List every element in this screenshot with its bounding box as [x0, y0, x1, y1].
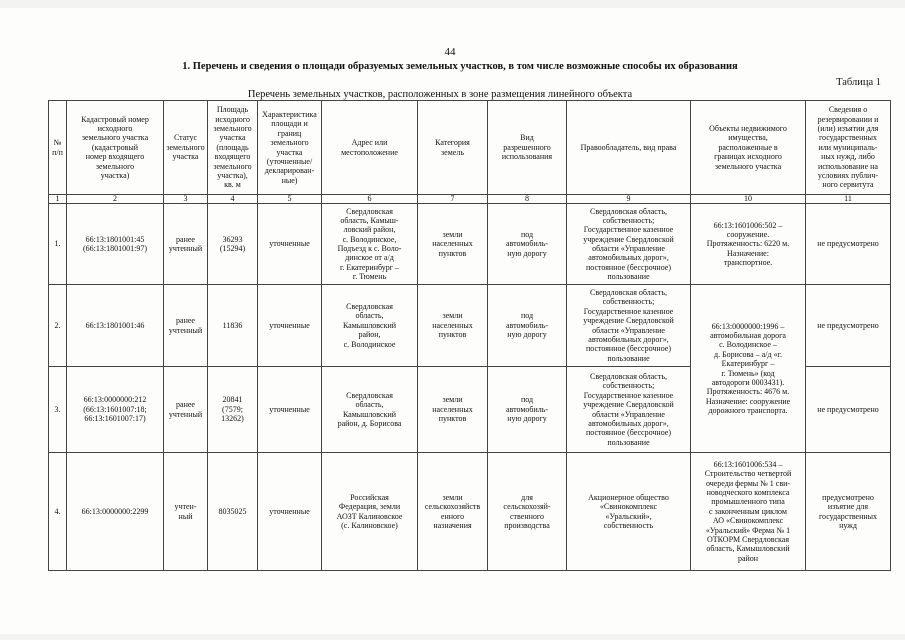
table-row	[49, 453, 891, 571]
plot-address: Российская Федерация, земли АОЗТ Калиновское (с. Калиновское)	[322, 453, 418, 571]
column-header: Сведения о резервировании и (или) изъятии для государственных или муниципаль- ных нужд, либо использование на условиях публич- ного сервитута	[806, 101, 891, 195]
real-estate-objects: 66:13:1601006:534 – Строительство четвертой очереди фермы № 1 сви- новодческого комплекса промышленного типа с законченным циклом АО «Свинокомплекс «Уральский» Ферма № 1 ОТКОРМ Свердловская область, Камышловский район	[691, 453, 806, 571]
column-number: 3	[164, 195, 208, 204]
right-holder: Свердловская область, собственность; Государственное казенное учреждение Свердловской области «Управление автомобильных дорог», постоянное (бессрочное) пользование	[567, 204, 691, 285]
table-row	[49, 285, 891, 367]
cadastral-number: 66:13:0000000:212 (66:13:1601007:18; 66:13:1601007:17)	[67, 367, 164, 453]
plot-area: 20841 (7579; 13262)	[208, 367, 258, 453]
table-label: Таблица 1	[836, 77, 881, 88]
real-estate-objects: 66:13:1601006:502 – сооружение. Протяженность: 6220 м. Назначение: транспортное.	[691, 204, 806, 285]
column-number: 1	[49, 195, 67, 204]
row-number: 3.	[49, 367, 67, 453]
column-header: Статус земельного участка	[164, 101, 208, 195]
column-header: Площадь исходного земельного участка (площадь входящего земельного участка), кв. м	[208, 101, 258, 195]
cadastral-number: 66:13:0000000:2299	[67, 453, 164, 571]
plot-status: ранее учтенный	[164, 367, 208, 453]
plot-address: Свердловская область, Камышловский район, с. Володинское	[322, 285, 418, 367]
column-number: 11	[806, 195, 891, 204]
land-category: земли населенных пунктов	[418, 204, 488, 285]
column-number: 10	[691, 195, 806, 204]
column-number-row	[49, 195, 891, 204]
column-header: Вид разрешенного использования	[488, 101, 567, 195]
plot-status: ранее учтенный	[164, 204, 208, 285]
page-number: 44	[444, 46, 456, 58]
boundary-characteristic: уточненные	[258, 204, 322, 285]
right-holder: Акционерное общество «Свинокомплекс «Уральский», собственность	[567, 453, 691, 571]
land-plots-table	[48, 100, 891, 571]
column-header: Объекты недвижимого имущества, расположенные в границах исходного земельного участка	[691, 101, 806, 195]
column-header: Категория земель	[418, 101, 488, 195]
row-number: 4.	[49, 453, 67, 571]
boundary-characteristic: уточненные	[258, 367, 322, 453]
column-header: Адрес или местоположение	[322, 101, 418, 195]
reservation-info: не предусмотрено	[806, 285, 891, 367]
right-holder: Свердловская область, собственность; Государственное казенное учреждение Свердловской области «Управление автомобильных дорог», постоянное (бессрочное) пользование	[567, 285, 691, 367]
row-number: 1.	[49, 204, 67, 285]
column-header: Правообладатель, вид права	[567, 101, 691, 195]
column-number: 6	[322, 195, 418, 204]
permitted-use: под автомобиль- ную дорогу	[488, 285, 567, 367]
plot-address: Свердловская область, Камышловский район, д. Борисова	[322, 367, 418, 453]
plot-address: Свердловская область, Камыш- ловский район, с. Володинское, Подъезд к с. Воло- динское от а/д г. Екатеринбург – г. Тюмень	[322, 204, 418, 285]
right-holder: Свердловская область, собственность; Государственное казенное учреждение Свердловской области «Управление автомобильных дорог», постоянное (бессрочное) пользование	[567, 367, 691, 453]
reservation-info: предусмотрено изъятие для государственных нужд	[806, 453, 891, 571]
boundary-characteristic: уточненные	[258, 453, 322, 571]
column-header: Характеристика площади и границ земельного участка (уточненные/ декларирован- ные)	[258, 101, 322, 195]
reservation-info: не предусмотрено	[806, 367, 891, 453]
column-header: Кадастровый номер исходного земельного участка (кадастровый номер входящего земельного участка)	[67, 101, 164, 195]
reservation-info: не предусмотрено	[806, 204, 891, 285]
boundary-characteristic: уточненные	[258, 285, 322, 367]
column-number: 2	[67, 195, 164, 204]
land-category: земли населенных пунктов	[418, 367, 488, 453]
column-number: 8	[488, 195, 567, 204]
plot-area: 36293 (15294)	[208, 204, 258, 285]
row-number: 2.	[49, 285, 67, 367]
column-number: 9	[567, 195, 691, 204]
table-header-row	[49, 101, 891, 195]
cadastral-number: 66:13:1801001:46	[67, 285, 164, 367]
document-page	[0, 8, 905, 634]
column-header: № п/п	[49, 101, 67, 195]
real-estate-objects: 66:13:0000000:1996 – автомобильная дорога с. Володинское – д. Борисова – а/д «г. Екатеринбург – г. Тюмень» (код автодороги 0003431). Протяженность: 4676 м. Назначение: сооружение дорожного транспорта.	[691, 285, 806, 453]
land-category: земли сельскохозяйств енного назначения	[418, 453, 488, 571]
column-number: 4	[208, 195, 258, 204]
table-row	[49, 204, 891, 285]
plot-status: ранее учтенный	[164, 285, 208, 367]
permitted-use: для сельскохозяй- ственного производства	[488, 453, 567, 571]
permitted-use: под автомобиль- ную дорогу	[488, 367, 567, 453]
column-number: 7	[418, 195, 488, 204]
plot-status: учтен- ный	[164, 453, 208, 571]
cadastral-number: 66:13:1801001:45 (66:13:1801001:97)	[67, 204, 164, 285]
table-subtitle: Перечень земельных участков, расположенных в зоне размещения линейного объекта	[247, 89, 633, 100]
plot-area: 11836	[208, 285, 258, 367]
column-number: 5	[258, 195, 322, 204]
permitted-use: под автомобиль- ную дорогу	[488, 204, 567, 285]
section-heading: 1. Перечень и сведения о площади образуемых земельных участков, в том числе возможные способы их образования	[182, 61, 738, 72]
land-category: земли населенных пунктов	[418, 285, 488, 367]
plot-area: 8035025	[208, 453, 258, 571]
